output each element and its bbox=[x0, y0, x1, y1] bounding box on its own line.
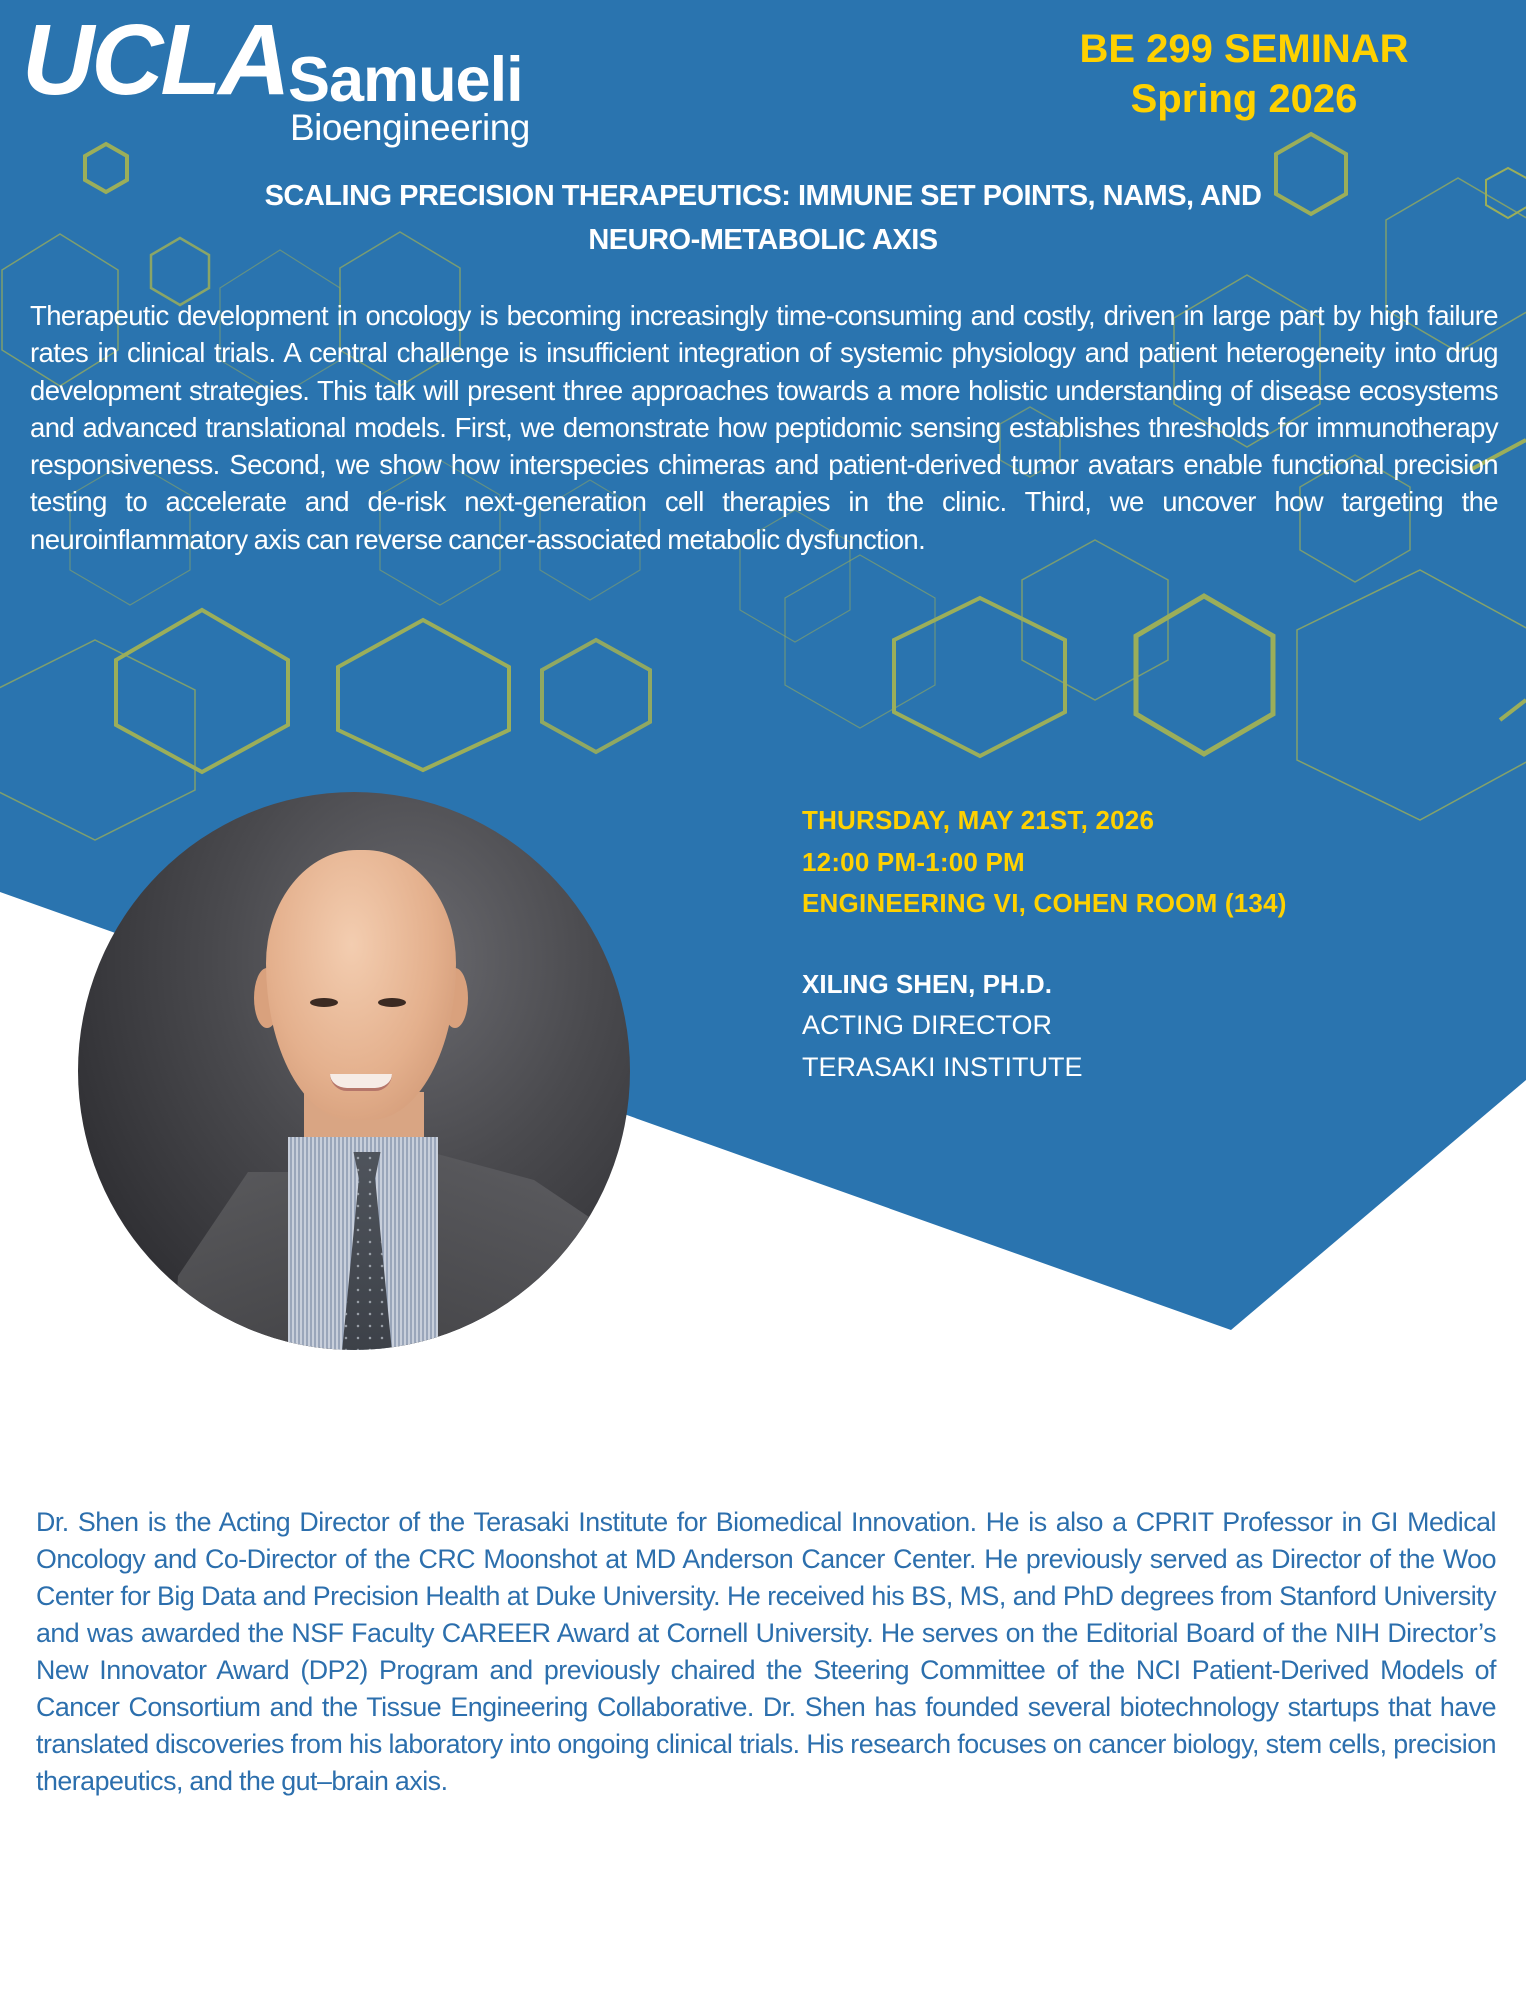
event-date: THURSDAY, MAY 21ST, 2026 bbox=[802, 805, 1155, 835]
event-time: 12:00 PM-1:00 PM bbox=[802, 846, 1025, 877]
photo-smile bbox=[330, 1074, 392, 1091]
event-details bbox=[802, 800, 1287, 1088]
speaker-bio: Dr. Shen is the Acting Director of the Terasaki Institute for Biomedical Innovation. He is also a CPRIT Professor in GI Medical Oncology and Co-Director of the CRC Moonshot at MD Anderson Cancer Center. He previously served as Director of the Woo Center for Big Data and Precision Health at Duke University. He received his BS, MS, and PhD degrees from Stanford University and was awarded the NSF Faculty CAREER Award at Cornell University. He serves on the Editorial Board of the NIH Director’s New Innovator Award (DP2) Program and previously chaired the Steering Committee of the NCI Patient-Derived Models of Cancer Consortium and the Tissue Engineering Collaborative. Dr. Shen has founded several biotechnology startups that have translated discoveries from his laboratory into ongoing clinical trials. His research focuses on cancer biology, stem cells, precision therapeutics, and the gut–brain axis. bbox=[36, 1507, 1496, 1796]
talk-title bbox=[130, 174, 1396, 262]
speaker-photo bbox=[78, 792, 630, 1350]
logo-samueli-wordmark: Samueli bbox=[288, 45, 523, 115]
talk-title-line-2: NEURO-METABOLIC AXIS bbox=[588, 224, 938, 256]
seminar-series: BE 299 SEMINAR bbox=[1079, 27, 1409, 71]
event-location: ENGINEERING VI, COHEN ROOM (134) bbox=[802, 888, 1287, 918]
speaker-name: XILING SHEN, PH.D. bbox=[802, 968, 1052, 999]
photo-eye-left bbox=[310, 998, 338, 1007]
photo-eye-right bbox=[378, 998, 406, 1007]
logo-department: Bioengineering bbox=[290, 107, 530, 148]
logo-ucla-wordmark: UCLA bbox=[22, 4, 288, 116]
seminar-term: Spring 2026 bbox=[1130, 77, 1358, 121]
seminar-heading bbox=[1034, 24, 1454, 124]
details-spacer bbox=[802, 925, 1287, 964]
talk-abstract: Therapeutic development in oncology is becoming increasingly time-consuming and costly, driven in large part by high failure rates in clinical trials. A central challenge is insufficient integration of systemic physiology and patient heterogeneity into drug development strategies. This talk will present three approaches towards a more holistic understanding of disease ecosystems and advanced translational models. First, we demonstrate how peptidomic sensing establishes thresholds for immunotherapy responsiveness. Second, we show how interspecies chimeras and patient-derived tumor avatars enable functional precision testing to accelerate and de-risk next-generation cell therapies in the clinic. Third, we uncover how targeting the neuroinflammatory axis can reverse cancer-associated metabolic dysfunction. bbox=[30, 300, 1498, 555]
talk-title-line-1: SCALING PRECISION THERAPEUTICS: IMMUNE SET POINTS, NAMS, AND bbox=[264, 180, 1262, 212]
speaker-position: ACTING DIRECTOR bbox=[802, 1010, 1053, 1040]
speaker-affiliation: TERASAKI INSTITUTE bbox=[802, 1051, 1083, 1082]
